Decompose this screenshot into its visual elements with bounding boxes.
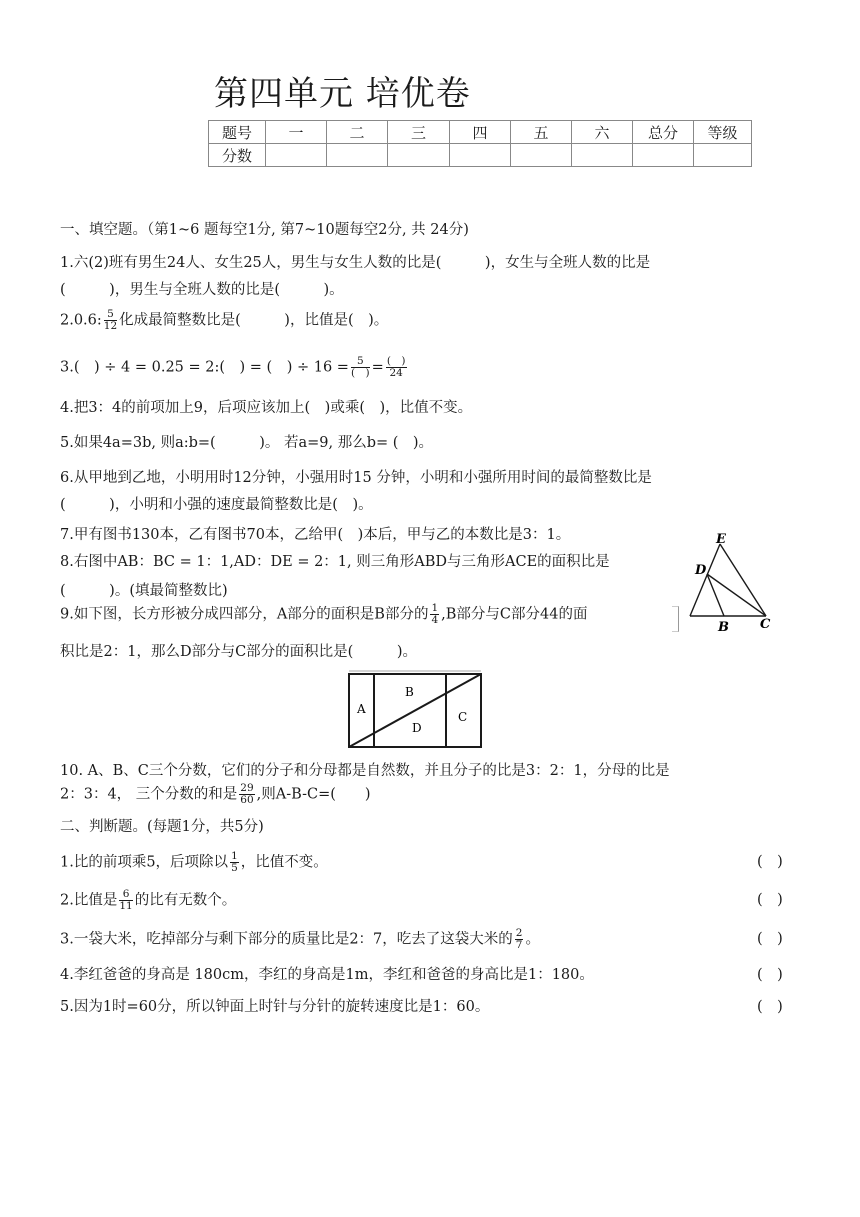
box-border: [672, 606, 679, 632]
page-title: 第四单元 培优卷: [214, 74, 471, 114]
label-b: B: [405, 685, 414, 699]
question-2: [60, 309, 388, 332]
score-input-cell[interactable]: [633, 144, 694, 167]
score-input-cell[interactable]: [572, 144, 633, 167]
fraction: $\frac{29}{60}$: [240, 782, 254, 806]
fraction: $\frac{6}{11}$: [119, 888, 133, 912]
score-cell: 六: [572, 121, 633, 144]
question-4: 4.把3：4的前项加上9，后项应该加上( )或乘( )，比值不变。: [60, 400, 473, 416]
fraction: $\frac{1}{5}$: [231, 850, 238, 874]
j2-text: 的比有无数个。: [134, 892, 237, 909]
fraction: $\frac{1}{4}$: [431, 602, 439, 626]
question-9-line-1: [60, 603, 587, 626]
rectangle-figure: [345, 668, 485, 752]
j1-text: ，比值不变。: [240, 854, 328, 871]
answer-paren[interactable]: ( ): [757, 967, 783, 983]
answer-paren[interactable]: ( ): [757, 999, 783, 1015]
score-cell: 等级: [694, 121, 752, 144]
score-cell: 三: [388, 121, 450, 144]
score-input-cell[interactable]: [327, 144, 388, 167]
section2-heading: 二、判断题。(每题1分，共5分): [60, 819, 264, 835]
question-3: [60, 356, 409, 379]
triangle-figure: [686, 532, 776, 634]
question-10-line-2: [60, 783, 371, 806]
fraction: $\frac{5}{( )}$: [350, 355, 370, 379]
q9-text: 9.如下图，长方形被分成四部分，A部分的面积是B部分的: [60, 606, 429, 623]
q2-text: 2.0.6:: [60, 312, 102, 329]
score-cell: 二: [327, 121, 388, 144]
j3-text: 3.一袋大米，吃掉部分与剩下部分的质量比是2：7，吃去了这袋大米的: [60, 931, 513, 948]
label-c: C: [760, 617, 771, 632]
score-input-cell[interactable]: [694, 144, 752, 167]
score-table-header-row: [209, 121, 752, 144]
score-input-cell[interactable]: [450, 144, 511, 167]
question-5: 5.如果4a=3b, 则a:b=( )。 若a=9, 那么b= ( )。: [60, 435, 434, 451]
j3-text: 。: [525, 931, 540, 948]
q3-text: =: [371, 359, 384, 376]
question-1-line-1: 1.六(2)班有男生24人、女生25人，男生与女生人数的比是( )，女生与全班人数的比是: [60, 255, 651, 271]
question-9-line-2: 积比是2：1，那么D部分与C部分的面积比是( )。: [60, 644, 417, 660]
question-6-line-2: ( )，小明和小强的速度最简整数比是( )。: [60, 497, 373, 513]
judge-2: [60, 889, 236, 912]
score-input-cell[interactable]: [511, 144, 572, 167]
question-6-line-1: 6.从甲地到乙地，小明用时12分钟，小强用时15 分钟，小明和小强所用时间的最简整数比是: [60, 470, 652, 486]
score-cell: 一: [266, 121, 327, 144]
question-1-line-2: ( )，男生与全班人数的比是( )。: [60, 282, 344, 298]
fraction: $\frac{2}{7}$: [515, 927, 523, 951]
label-e: E: [716, 532, 726, 547]
q10-text: ,则A-B-C=( ): [256, 786, 371, 803]
judge-5: 5.因为1时=60分，所以钟面上时针与分针的旋转速度比是1：60。: [60, 999, 490, 1015]
label-a: A: [357, 702, 366, 716]
score-table: [208, 120, 752, 167]
score-cell: 分数: [209, 144, 266, 167]
score-cell: 五: [511, 121, 572, 144]
score-cell: 四: [450, 121, 511, 144]
j2-text: 2.比值是: [60, 892, 118, 909]
judge-3: [60, 928, 540, 951]
label-d: D: [412, 721, 422, 735]
label-c: C: [458, 710, 468, 724]
question-7: 7.甲有图书130本，乙有图书70本，乙给甲( )本后，甲与乙的本数比是3：1。: [60, 527, 571, 543]
j1-text: 1.比的前项乘5，后项除以: [60, 854, 229, 871]
answer-paren[interactable]: ( ): [757, 892, 783, 908]
q10-text: 2：3：4， 三个分数的和是: [60, 786, 238, 803]
score-cell: 总分: [633, 121, 694, 144]
score-cell: 题号: [209, 121, 266, 144]
score-table-score-row: [209, 144, 752, 167]
question-8-line-1: 8.右图中AB：BC = 1：1,AD：DE = 2：1, 则三角形ABD与三角形ACE的面积比是: [60, 554, 610, 570]
label-d: D: [695, 563, 707, 578]
question-10-line-1: 10. A、B、C三个分数，它们的分子和分母都是自然数，并且分子的比是3：2：1，分母的比是: [60, 763, 670, 779]
score-input-cell[interactable]: [266, 144, 327, 167]
judge-4: 4.李红爸爸的身高是 180cm，李红的身高是1m，李红和爸爸的身高比是1：180。: [60, 967, 594, 983]
score-input-cell[interactable]: [388, 144, 450, 167]
q3-text: 3.( ) ÷ 4 = 0.25 = 2:( ) = ( ) ÷ 16 =: [60, 359, 349, 376]
section1-heading: 一、填空题。（第1~6 题每空1分, 第7~10题每空2分, 共 24分): [60, 222, 469, 238]
q9-text: ,B部分与C部分44的面: [441, 606, 588, 623]
fraction: $\frac{5}{12}$: [103, 308, 118, 332]
label-b: B: [718, 620, 729, 634]
answer-paren[interactable]: ( ): [757, 854, 783, 870]
q2-text: 化成最简整数比是( )，比值是( )。: [119, 312, 389, 329]
judge-1: [60, 851, 328, 874]
answer-paren[interactable]: ( ): [757, 931, 783, 947]
question-8-line-2: ( )。(填最简整数比): [60, 583, 228, 599]
fraction: $\frac{( )}{24}$: [386, 355, 406, 379]
